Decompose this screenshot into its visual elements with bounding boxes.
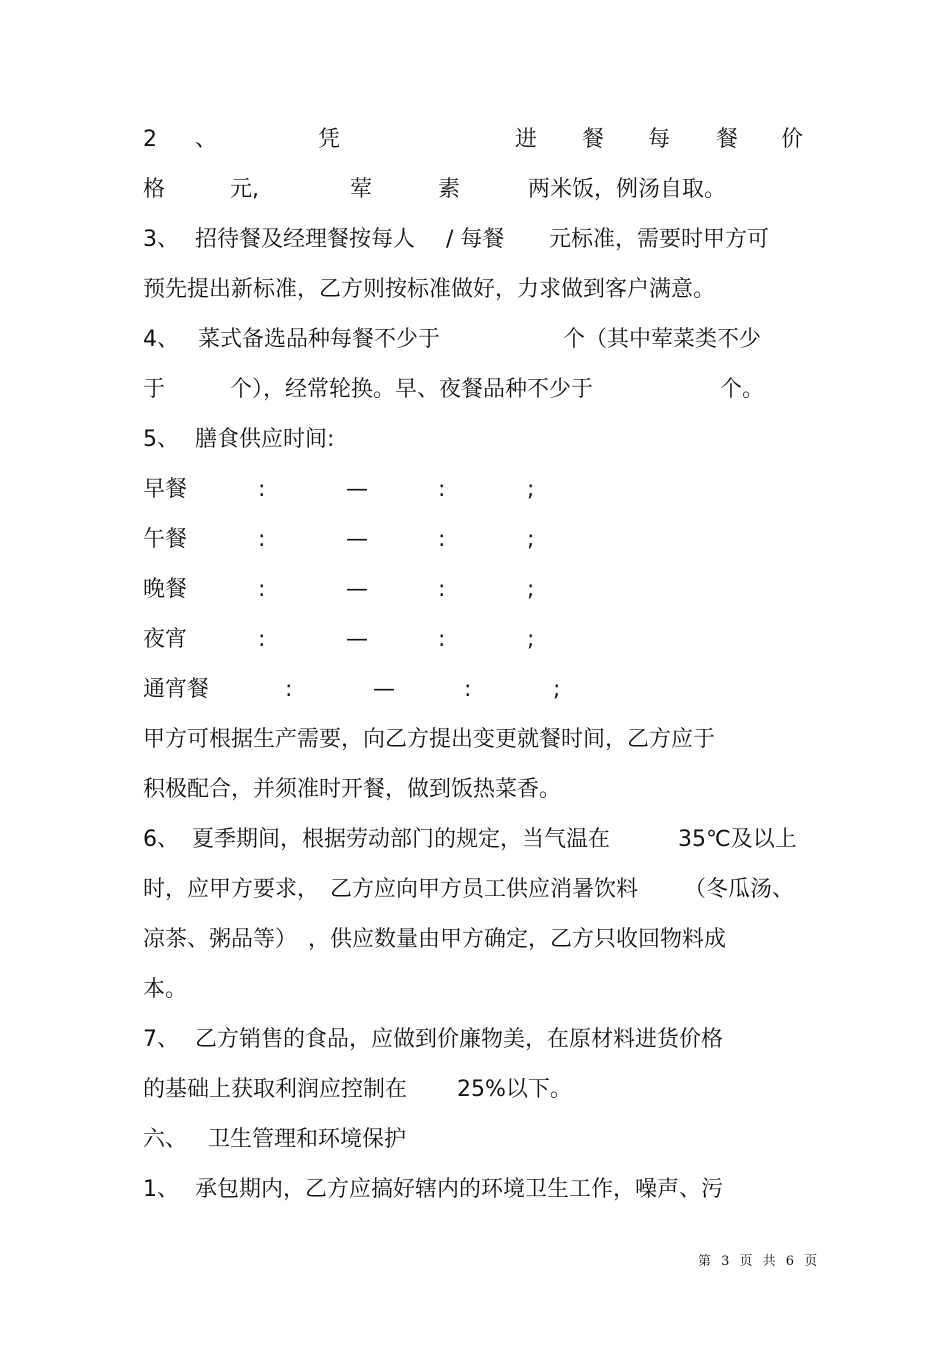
text-segment: 35℃及以上 [678, 827, 797, 852]
text-segment: 承包期内，乙方应搞好辖内的环境卫生工作，噪声、污 [195, 1177, 724, 1202]
text-segment: 餐 [716, 127, 739, 152]
text-segment: （冬瓜汤、 [684, 877, 795, 902]
text-segment: : [438, 477, 446, 502]
text-segment: 6、 [143, 827, 179, 852]
text-segment: 进 [515, 127, 538, 152]
text-segment: ; [527, 477, 535, 502]
text-segment: 3、 [143, 227, 179, 252]
text-segment: 个（其中荤菜类不少 [563, 327, 762, 352]
text-segment: 餐 [582, 127, 605, 152]
text-segment: — [373, 677, 395, 702]
page-footer: 第 3 页 共 6 页 [698, 1254, 821, 1269]
text-segment: — [346, 577, 368, 602]
text-segment: 卫生管理和环境保护 [208, 1127, 407, 1152]
text-segment: 夜宵 [143, 627, 188, 652]
text-segment: 乙方应向甲方员工供应消暑饮料 [330, 877, 639, 902]
text-segment: 招待餐及经理餐按每人 [195, 227, 416, 252]
text-segment: : [258, 577, 266, 602]
text-segment: 7、 [143, 1027, 179, 1052]
text-segment: 25%以下。 [457, 1077, 572, 1102]
text-segment: 价 [781, 127, 804, 152]
text-segment: — [346, 627, 368, 652]
text-segment: 5、 [143, 427, 179, 452]
text-segment: 2 [143, 127, 157, 152]
text-segment: 早餐 [143, 477, 188, 502]
text-segment: — [346, 477, 368, 502]
text-segment: ; [553, 677, 561, 702]
text-segment: 乙方销售的食品，应做到价廉物美，在原材料进货价格 [195, 1027, 724, 1052]
text-segment: 4、 [143, 327, 179, 352]
text-segment: : [438, 527, 446, 552]
text-segment: 、 [195, 127, 218, 152]
text-segment: 预先提出新标准，乙方则按标准做好，力求做到客户满意。 [143, 277, 716, 302]
text-segment: ; [527, 577, 535, 602]
text-segment: : [464, 677, 472, 702]
text-segment: 凭 [318, 127, 341, 152]
text-segment: ; [527, 527, 535, 552]
text-segment: / 每餐 [446, 227, 505, 252]
text-segment: : [258, 477, 266, 502]
text-segment: 甲方可根据生产需要，向乙方提出变更就餐时间，乙方应于 [143, 727, 716, 752]
text-segment: 本。 [143, 977, 188, 1002]
text-segment: 荤 [350, 177, 373, 202]
text-segment: 两米饭，例汤自取。 [528, 177, 727, 202]
text-segment: 通宵餐 [143, 677, 210, 702]
text-segment: 格 [143, 177, 166, 202]
text-segment: 午餐 [143, 527, 188, 552]
text-segment: 六、 [143, 1127, 188, 1152]
text-segment: — [346, 527, 368, 552]
text-segment: 于 [143, 377, 166, 402]
text-segment: 元, [230, 177, 259, 202]
text-segment: 元标准，需要时甲方可 [549, 227, 770, 252]
text-segment: 的基础上获取利润应控制在 [143, 1077, 408, 1102]
text-segment: 膳食供应时间: [195, 427, 335, 452]
text-segment: : [438, 577, 446, 602]
text-segment: 夏季期间，根据劳动部门的规定，当气温在 [192, 827, 611, 852]
text-segment: 每 [648, 127, 671, 152]
text-segment: 个。 [720, 377, 765, 402]
text-segment: 积极配合，并须准时开餐，做到饭热菜香。 [143, 777, 562, 802]
text-segment: ; [527, 627, 535, 652]
text-segment: 素 [438, 177, 461, 202]
text-segment: 时，应甲方要求， [143, 877, 320, 902]
text-segment: 凉茶、粥品等） [143, 927, 298, 952]
text-segment: : [285, 677, 293, 702]
text-segment: 1、 [143, 1177, 179, 1202]
text-segment: 菜式备选品种每餐不少于 [198, 327, 441, 352]
text-segment: : [438, 627, 446, 652]
text-segment: 个），经常轮换。早、夜餐品种不少于 [230, 377, 594, 402]
text-segment: 晚餐 [143, 577, 188, 602]
text-segment: : [258, 627, 266, 652]
text-segment: ，供应数量由甲方确定，乙方只收回物料成 [308, 927, 727, 952]
text-segment: : [258, 527, 266, 552]
